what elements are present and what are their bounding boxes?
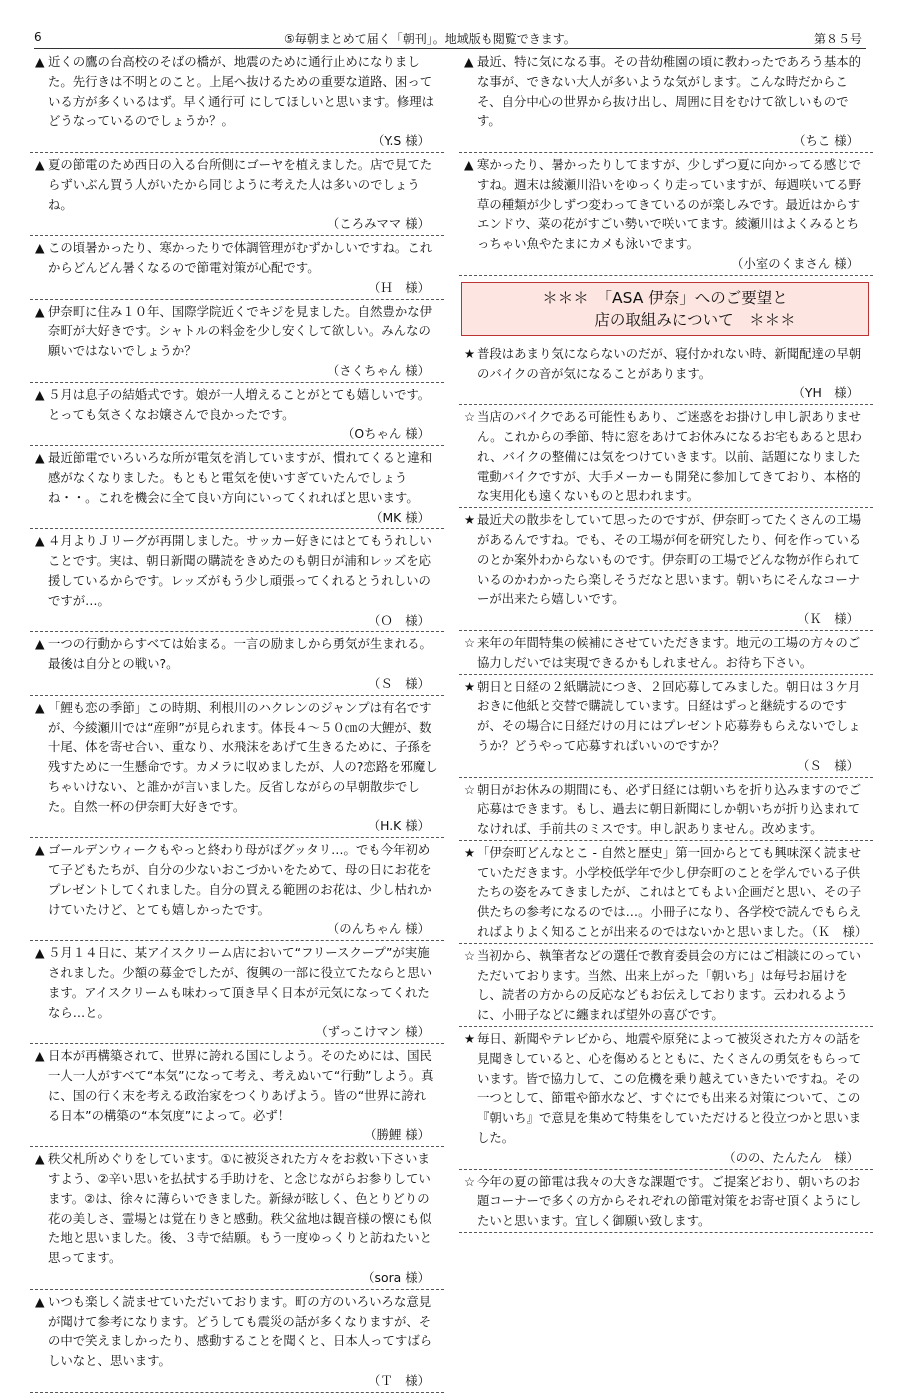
left-column — [30, 52, 444, 1395]
star-outline-icon: ☆ — [464, 634, 476, 650]
reader-entry — [30, 385, 444, 446]
reader-entry — [30, 698, 444, 839]
entry-text: 夏の節電のため西日の入る台所側にゴーヤを植えました。店で見てたらずいぶん買う人がいたから同じように考えた人は多いのでしょうね。 — [48, 156, 433, 212]
entry-text: 朝日と日経の２紙購読につき、２回応募してみました。朝日は３ケ月おきに他紙と交替で購読しています。日経はずっと継続するのですが、その場合に日経だけの月にはプレゼント応募券もらえないでしょうか？どうやって応募すればいいのですか？ — [477, 678, 861, 753]
triangle-icon: ▲ — [35, 1048, 45, 1064]
triangle-icon: ▲ — [35, 1293, 45, 1309]
reader-entry — [30, 448, 444, 529]
entry-signature: （Ｋ 様） — [797, 611, 859, 627]
entry-text: 秩父札所めぐりをしています。①に被災された方々をお救い下さいますよう、②辛い思いを払拭する手助けを、と念じながらお参りしています。②は、徐々に薄らいできました。新緑が眩しく、色とりどりの花の美しさ、霊場とは覚在りきと感動。秩父盆地は観音様の懐にも似た地と思いました。後、３寺で結願。もう一度ゆっくりと訪ねたいと思ってます。 — [48, 1151, 432, 1266]
entry-text: ４月よりＪリーグが再開しました。サッカー好きにはとてもうれしいことです。実は、朝日新聞の購読をきめたのも朝日が浦和レッズを応援しているからです。レッズがもう少し頑張ってくれるとうれしいのですが…。 — [48, 533, 432, 608]
section-heading-line1: ＊＊＊ 「ASA 伊奈」へのご要望と — [542, 288, 788, 307]
reader-entry — [459, 677, 873, 778]
entry-signature: （Ｏ 様） — [368, 612, 430, 628]
entry-signature: （勝鯉 様） — [364, 1127, 430, 1143]
star-filled-icon: ★ — [464, 512, 476, 528]
entry-text: いつも楽しく読ませていただいております。町の方のいろいろな意見が聞けて参考になります。どうしても震災の話が多くなりますが、その中で笑えましかったり、感動することを聞くと、日本人ってすばらしいなと、思います。 — [48, 1293, 433, 1369]
entry-text: 最近、特に気になる事。その昔幼稚園の頃に教わったであろう基本的な事が、できない大人が多いような気がします。こんな時だからこそ、自分中心の世界から抜け出し、周囲に目をむけて欲しいものです。 — [477, 54, 861, 129]
entry-text: 今年の夏の節電は我々の大きな課題です。ご提案どおり、朝いちのお題コーナーで多くの方からそれぞれの節電対策をお寄せ頂くようにしたいと思います。宜しく御願い致します。 — [477, 1173, 862, 1229]
entry-signature: （sora 様） — [362, 1270, 430, 1286]
page-number: 6 — [34, 30, 42, 44]
triangle-icon: ▲ — [35, 240, 45, 256]
entry-signature: （のの、たんたん 様） — [723, 1149, 859, 1165]
entry-signature: （H.K 様） — [367, 818, 430, 834]
entry-text: ５月は息子の結婚式です。娘が一人増えることがとても嬉しいです。とっても気さくなお嬢さんで良かったです。 — [48, 386, 431, 422]
reader-entry — [459, 155, 873, 276]
reader-entry — [30, 531, 444, 632]
triangle-icon: ▲ — [35, 303, 45, 319]
triangle-icon: ▲ — [35, 386, 45, 402]
triangle-icon: ▲ — [35, 636, 45, 652]
reader-entry — [30, 302, 444, 383]
entry-text: 最近節電でいろいろな所が電気を消していますが、慣れてくると違和感がなくなりました。もともと電気を使いすぎていたんでしょうね・・。これを機会に全て良い方向にいってくれればと思います。 — [48, 450, 433, 505]
star-outline-icon: ☆ — [464, 1173, 476, 1189]
triangle-icon: ▲ — [35, 1151, 45, 1167]
reader-entry — [459, 1029, 873, 1170]
reader-entry — [459, 52, 873, 153]
entry-signature: （Ｈ 様） — [368, 279, 430, 295]
entry-signature: （YH 様） — [792, 385, 859, 401]
reader-entry — [30, 238, 444, 299]
entry-signature: （Ｔ 様） — [368, 1373, 430, 1388]
entry-text: 最近犬の散歩をしていて思ったのですが、伊奈町ってたくさんの工場があるんですね。でも、その工場が何を研究したり、何を作っているのとか案外わからないものです。伊奈町の工場でどんな物が作られているのかわかったら楽しそうだなと思います。朝いちにそんなコーナーが出来たら嬉しいです。 — [477, 512, 862, 607]
reader-entry — [30, 52, 444, 153]
star-outline-icon: ☆ — [464, 409, 476, 425]
star-outline-icon: ☆ — [464, 781, 476, 797]
right-column — [459, 52, 873, 1235]
entry-text: 一つの行動からすべては始まる。一言の励ましから勇気が生まれる。最後は自分との戦い?。 — [48, 636, 432, 672]
star-filled-icon: ★ — [464, 345, 476, 361]
entry-signature: （Ｓ 様） — [368, 675, 430, 691]
entry-text: 伊奈町に住み１０年、国際学院近くでキジを見ました。自然豊かな伊奈町が大好きです。シャトルの料金を少し安くして欲しい。みんなの願いではないでしょうか？ — [48, 303, 432, 359]
triangle-icon: ▲ — [35, 699, 45, 715]
entry-text: ５月１４日に、某アイスクリーム店において“フリースクープ”が実施されました。少額の募金でしたが、復興の一部に役立てたならと思います。アイスクリームも味わって頂き早く日本が元気になってくれたなら…と。 — [48, 945, 433, 1020]
entry-text: この頃暑かったり、寒かったりで体調管理がむずかしいですね。これからどんどん暑くなるので節電対策が心配です。 — [48, 240, 433, 275]
entry-signature: （ころみママ 様） — [326, 216, 430, 232]
entry-signature: （Oちゃん 様） — [341, 426, 430, 442]
reader-entry — [30, 1292, 444, 1393]
triangle-icon: ▲ — [464, 156, 474, 172]
triangle-icon: ▲ — [35, 842, 45, 858]
entry-text: 来年の年間特集の候補にさせていただきます。地元の工場の方々のご協力しだいでは実現できるかもしれません。お待ち下さい。 — [477, 634, 861, 670]
reader-entry — [459, 633, 873, 675]
entry-signature: （ちこ 様） — [793, 133, 859, 149]
entry-text: 普段はあまり気にならないのだが、寝付かれない時、新聞配達の早朝のバイクの音が気になることがあります。 — [477, 345, 862, 381]
entry-text: 「伊奈町どんなとこ - 自然と歴史」第一回からとても興味深く読ませていただきます。小学校低学年で少し伊奈町のことを学んでいる子供たちの姿をみてきましたが、これはとてもよい企画だと思い、その子供たちの参考になるのでは…。小冊子になり、各学校で読んでもらえればよりよく知ることが出来るのではないかと思いました。（Ｋ 様） — [477, 844, 868, 940]
entry-text: 寒かったり、暑かったりしてますが、少しずつ夏に向かってる感じですね。週末は綾瀬川沿いをゆっくり走っていますが、毎週咲いてる野草の種類が少しずつ変わってきているのが楽しみです。最近はからすエンドウ、菜の花がすごい勢いで咲いてます。綾瀬川はよくみるとちっちゃい魚やたまにカメも泳いでます。 — [477, 156, 862, 252]
reader-entry — [30, 1046, 444, 1147]
reader-entry — [459, 843, 873, 944]
reader-entry — [459, 946, 873, 1027]
issue-number: 第８５号 — [813, 32, 862, 46]
star-outline-icon: ☆ — [464, 947, 476, 963]
triangle-icon: ▲ — [35, 156, 45, 172]
entry-signature: （さくちゃん 様） — [326, 362, 430, 378]
right-column-qa — [459, 344, 873, 1233]
entry-text: 「鯉も恋の季節」この時期、利根川のハクレンのジャンプは有名ですが、今綾瀬川では“産卵”が見られます。体長４～５０㎝の大鯉が、数十尾、体を寄せ合い、重なり、水飛沫をあげて生きるために、子孫を残すために一生懸命です。カメラに収めましたが、人の?恋路を邪魔しちゃいけない、と誰かが言いました。反省しながらの早朝散歩でした。自然一杯の伊奈町大好きです。 — [48, 699, 438, 814]
entry-signature: （ずっこけマン 様） — [315, 1024, 430, 1040]
entry-text: 日本が再構築されて、世界に誇れる国にしよう。そのためには、国民一人一人がすべて“本気”になって考え、考えぬいて“行動”しよう。真に、国の行く末を考える政治家をつくりあげよう。皆の“世界に誇れる日本”の構築の“本気度”によって。必ず！ — [48, 1048, 434, 1123]
entry-text: 毎日、新聞やテレビから、地震や原発によって被災された方々の話を見聞きしていると、心を傷めるとともに、たくさんの勇気をもらっています。皆で協力して、この危機を乗り越えていきたいですね。その一つとして、節電や節水など、すぐにでも出来る対策について、この『朝いち』で意見を集めて特集をしていただけると役立つかと思いました。 — [477, 1031, 862, 1146]
reader-entry — [30, 943, 444, 1044]
entry-signature: （Y.S 様） — [372, 133, 430, 149]
entry-text: 当店のバイクである可能性もあり、ご迷惑をお掛けし申し訳ありません。これからの季節、特に窓をあけてお休みになるお宅もあると思われ、バイクの整備には気をつけていきます。以前、話題になりました電動バイクですが、大手メーカーも開発に参加してきており、本格的な実用化も遠くないものと思われます。 — [477, 409, 862, 504]
entry-signature: （小室のくまさん 様） — [731, 255, 859, 271]
entry-text: 近くの鷹の台高校のそばの橋が、地震のために通行止めになりました。先行きは不明とのこと。上尾へ抜けるための重要な道路、困っている方が多くいるはず。早く通行可 にしてほしいと思います。修理はどうなっているのでしょうか？。 — [48, 54, 435, 129]
right-column-readers — [459, 52, 873, 276]
triangle-icon: ▲ — [35, 533, 45, 549]
entry-text: 当初から、執筆者などの選任で教育委員会の方にはご相談にのっていただいております。当然、出来上がった「朝いち」は毎号お届けをし、読者の方からの反応などもお伝えしております。云われるように、小冊子などに纏まれば望外の喜びです。 — [477, 947, 861, 1023]
reader-entry — [459, 1172, 873, 1233]
header-title: ⑤毎朝まとめて届く「朝刊」。地域版も閲覧できます。 — [284, 32, 576, 46]
reader-entry — [30, 840, 444, 941]
reader-entry — [30, 1149, 444, 1290]
triangle-icon: ▲ — [35, 54, 45, 69]
triangle-icon: ▲ — [464, 54, 474, 69]
entry-text: ゴールデンウィークもやっと終わり母がばグッタリ…。でも今年初めて子どもたちが、自分の少ないおこづかいをためて、母の日にお花をプレゼントしてくれました。自分の買える範囲のお花は、少し枯れかけていたけど、とても嬉しかったです。 — [48, 842, 432, 917]
reader-entry — [459, 407, 873, 508]
section-heading-line2: 店の取組みについて ＊＊＊ — [594, 310, 796, 329]
reader-entry — [30, 155, 444, 236]
entry-signature: （Ｓ 様） — [797, 757, 859, 773]
reader-entry — [459, 510, 873, 631]
triangle-icon: ▲ — [35, 945, 45, 961]
section-heading-box — [461, 282, 869, 336]
entry-text: 朝日がお休みの期間にも、必ず日経には朝いちを折り込みますのでご応募はできます。もし、過去に朝日新聞にしか朝いちが折り込まれてなければ、手前共のミスです。申し訳ありません。改めます。 — [477, 781, 862, 837]
star-filled-icon: ★ — [464, 1031, 476, 1047]
reader-entry — [30, 634, 444, 695]
reader-entry — [459, 344, 873, 405]
star-filled-icon: ★ — [464, 678, 476, 694]
entry-signature: （のんちゃん 様） — [326, 921, 430, 937]
page-header — [34, 30, 866, 49]
triangle-icon: ▲ — [35, 450, 45, 466]
reader-entry — [459, 780, 873, 841]
star-filled-icon: ★ — [464, 844, 476, 860]
entry-signature: （MK 様） — [370, 509, 430, 525]
